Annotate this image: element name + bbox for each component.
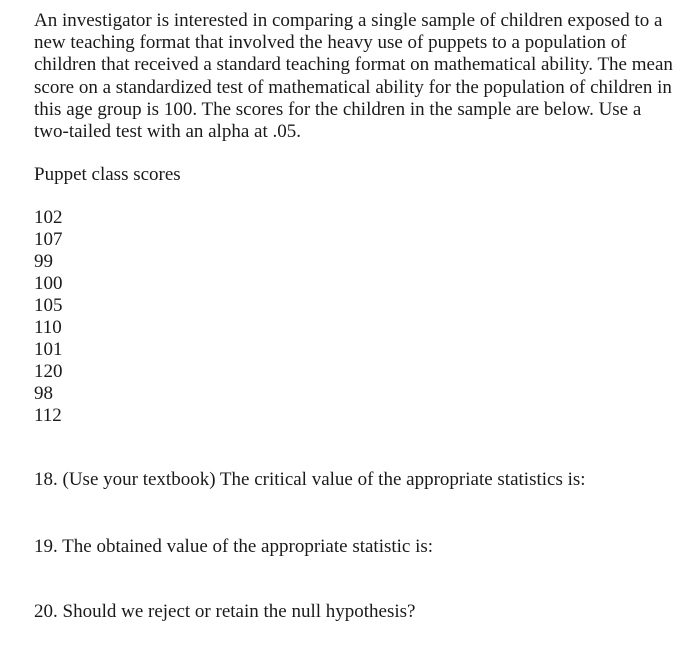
score-item: 102 xyxy=(34,207,63,228)
score-item: 112 xyxy=(34,405,62,426)
scores-heading: Puppet class scores xyxy=(34,164,181,185)
score-item: 120 xyxy=(34,361,63,382)
score-item: 110 xyxy=(34,317,62,338)
question-19: 19. The obtained value of the appropriate statistic is: xyxy=(34,536,434,557)
score-item: 99 xyxy=(34,251,53,272)
score-item: 107 xyxy=(34,229,63,250)
score-item: 101 xyxy=(34,339,63,360)
score-item: 98 xyxy=(34,383,53,404)
question-20: 20. Should we reject or retain the null hypothesis? xyxy=(34,601,416,622)
problem-statement: An investigator is interested in comparing a single sample of children exposed to a new teaching format that involved the heavy use of puppets to a population of children that received a standard teaching format on mathematical ability. The mean score on a standardized test of mathematical ability for the population of children in this age group is 100. The scores for the children in the sample are below. Use a two-tailed test with an alpha at .05. xyxy=(34,10,673,143)
scores-list xyxy=(34,207,63,427)
score-item: 105 xyxy=(34,295,63,316)
question-18: 18. (Use your textbook) The critical value of the appropriate statistics is: xyxy=(34,469,586,490)
score-item: 100 xyxy=(34,273,63,294)
